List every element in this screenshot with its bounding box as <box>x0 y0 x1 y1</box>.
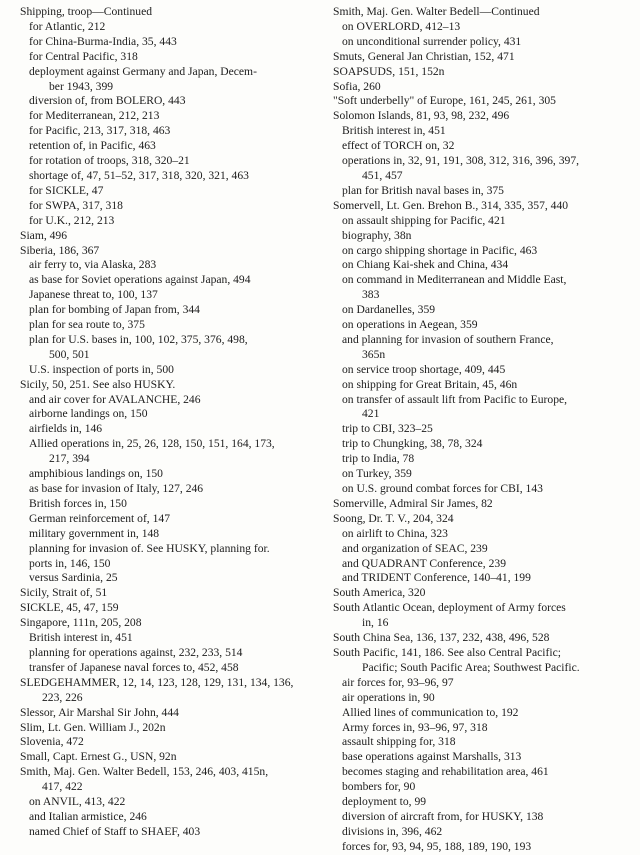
index-entry: German reinforcement of, 147 <box>29 511 170 525</box>
index-entry: airfields in, 146 <box>29 422 103 436</box>
index-entry: Pacific; South Pacific Area; Southwest Pacific. <box>362 660 580 674</box>
index-column-right <box>333 5 633 855</box>
index-entry: Allied lines of communication to, 192 <box>342 705 519 719</box>
index-entry: and Italian armistice, 246 <box>29 809 147 823</box>
index-entry: in, 16 <box>362 616 389 630</box>
index-entry: and TRIDENT Conference, 140–41, 199 <box>342 571 531 585</box>
index-entry: on unconditional surrender policy, 431 <box>342 34 522 48</box>
index-entry: plan for bombing of Japan from, 344 <box>29 303 200 317</box>
index-entry: operations in, 32, 91, 191, 308, 312, 316, 396, 397, <box>342 154 580 168</box>
index-entry: for SICKLE, 47 <box>29 183 104 197</box>
index-entry: 421 <box>362 407 380 421</box>
index-entry: for Mediterranean, 212, 213 <box>29 109 160 123</box>
index-entry: and QUADRANT Conference, 239 <box>342 556 506 570</box>
index-entry: South Pacific, 141, 186. See also Central Pacific; <box>333 645 561 659</box>
index-entry: military government in, 148 <box>29 526 160 540</box>
index-entry: Solomon Islands, 81, 93, 98, 232, 496 <box>333 109 510 123</box>
index-entry: 500, 501 <box>49 347 90 361</box>
index-entry: Slessor, Air Marshal Sir John, 444 <box>20 705 179 719</box>
index-entry: Sicily, Strait of, 51 <box>20 586 108 600</box>
index-entry: SOAPSUDS, 151, 152n <box>333 64 445 78</box>
index-entry: Siberia, 186, 367 <box>20 243 100 257</box>
index-column-left <box>20 5 322 840</box>
index-entry: diversion of aircraft from, for HUSKY, 138 <box>342 809 544 823</box>
index-entry: Japanese threat to, 100, 137 <box>29 288 158 302</box>
index-entry: air operations in, 90 <box>342 690 435 704</box>
index-entry: deployment against Germany and Japan, Decem- <box>29 64 257 78</box>
index-entry: as base for Soviet operations against Japan, 494 <box>29 273 251 287</box>
index-entry: plan for sea route to, 375 <box>29 318 145 332</box>
index-entry: for Atlantic, 212 <box>29 19 106 33</box>
index-entry: on Dardanelles, 359 <box>342 303 436 317</box>
index-entry: British forces in, 150 <box>29 496 127 510</box>
index-entry: British interest in, 451 <box>342 124 446 138</box>
index-entry: Somerville, Admiral Sir James, 82 <box>333 496 493 510</box>
index-entry: air forces for, 93–96, 97 <box>342 675 454 689</box>
index-entry: 417, 422 <box>42 780 83 794</box>
index-entry: Smith, Maj. Gen. Walter Bedell—Continued <box>333 5 540 18</box>
index-entry: Smuts, General Jan Christian, 152, 471 <box>333 49 515 63</box>
index-entry: for China-Burma-India, 35, 443 <box>29 34 177 48</box>
index-entry: deployment to, 99 <box>342 795 427 809</box>
index-entry: assault shipping for, 318 <box>342 735 456 749</box>
index-entry: SLEDGEHAMMER, 12, 14, 123, 128, 129, 131, 134, 136, <box>20 675 294 689</box>
index-entry: shortage of, 47, 51–52, 317, 318, 320, 321, 463 <box>29 168 249 182</box>
index-entry: becomes staging and rehabilitation area, 461 <box>342 765 549 779</box>
index-entry: for Central Pacific, 318 <box>29 49 138 63</box>
index-entry: trip to CBI, 323–25 <box>342 422 433 436</box>
index-entry: for Pacific, 213, 317, 318, 463 <box>29 124 171 138</box>
index-entry: versus Sardinia, 25 <box>29 571 118 585</box>
index-entry: 451, 457 <box>362 168 403 182</box>
index-entry: 217, 394 <box>49 452 90 466</box>
index-entry: as base for invasion of Italy, 127, 246 <box>29 482 204 495</box>
index-entry: Sofia, 260 <box>333 79 381 93</box>
index-entry: on operations in Aegean, 359 <box>342 318 478 332</box>
index-entry: 365n <box>362 347 386 361</box>
index-entry: on U.S. ground combat forces for CBI, 143 <box>342 482 543 495</box>
index-entry: for SWPA, 317, 318 <box>29 198 123 212</box>
index-entry: on ANVIL, 413, 422 <box>29 795 126 809</box>
index-entry: effect of TORCH on, 32 <box>342 139 455 153</box>
index-entry: Smith, Maj. Gen. Walter Bedell, 153, 246, 403, 415n, <box>20 765 269 779</box>
index-entry: Singapore, 111n, 205, 208 <box>20 616 142 630</box>
index-entry: air ferry to, via Alaska, 283 <box>29 258 157 272</box>
index-entry: Slim, Lt. Gen. William J., 202n <box>20 720 166 734</box>
index-entry: divisions in, 396, 462 <box>342 824 443 838</box>
index-entry: retention of, in Pacific, 463 <box>29 139 156 153</box>
index-entry: trip to India, 78 <box>342 452 415 466</box>
index-entry: planning for invasion of. See HUSKY, planning for. <box>29 541 270 555</box>
index-entry: 383 <box>362 288 380 302</box>
index-entry: Slovenia, 472 <box>20 735 84 749</box>
index-entry: diversion of, from BOLERO, 443 <box>29 94 186 108</box>
index-entry: plan for British naval bases in, 375 <box>342 183 504 197</box>
index-entry: airborne landings on, 150 <box>29 407 148 421</box>
index-entry: Shipping, troop—Continued <box>20 5 153 18</box>
index-entry: on service troop shortage, 409, 445 <box>342 362 506 376</box>
index-entry: Small, Capt. Ernest G., USN, 92n <box>20 750 177 764</box>
index-entry: on OVERLORD, 412–13 <box>342 19 461 33</box>
index-entry: trip to Chungking, 38, 78, 324 <box>342 437 483 451</box>
index-entry: forces for, 93, 94, 95, 188, 189, 190, 193 <box>342 839 532 853</box>
index-entry: base operations against Marshalls, 313 <box>342 750 522 764</box>
index-entry: ber 1943, 399 <box>49 79 114 93</box>
index-entry: Somervell, Lt. Gen. Brehon B., 314, 335, 357, 440 <box>333 198 569 212</box>
index-entry: planning for operations against, 232, 233, 514 <box>29 645 243 659</box>
index-entry: named Chief of Staff to SHAEF, 403 <box>29 824 201 838</box>
index-entry: and organization of SEAC, 239 <box>342 541 488 555</box>
index-entry: on Chiang Kai-shek and China, 434 <box>342 258 509 272</box>
index-entry: on command in Mediterranean and Middle East, <box>342 273 567 287</box>
index-entry: amphibious landings on, 150 <box>29 467 163 481</box>
index-entry: SICKLE, 45, 47, 159 <box>20 601 119 615</box>
index-entry: bombers for, 90 <box>342 780 416 794</box>
index-entry: on Turkey, 359 <box>342 467 412 481</box>
index-entry: for rotation of troops, 318, 320–21 <box>29 154 190 168</box>
index-entry: Allied operations in, 25, 26, 128, 150, 151, 164, 173, <box>29 437 275 451</box>
index-entry: for U.K., 212, 213 <box>29 213 115 227</box>
index-entry: South America, 320 <box>333 586 426 600</box>
index-entry: biography, 38n <box>342 228 412 242</box>
index-entry: on shipping for Great Britain, 45, 46n <box>342 377 518 391</box>
index-entry: South China Sea, 136, 137, 232, 438, 496, 528 <box>333 631 550 645</box>
index-entry: Soong, Dr. T. V., 204, 324 <box>333 511 454 525</box>
index-entry: "Soft underbelly" of Europe, 161, 245, 261, 305 <box>333 94 556 108</box>
index-entry: and planning for invasion of southern France, <box>342 332 554 346</box>
index-entry: on transfer of assault lift from Pacific to Europe, <box>342 392 568 406</box>
index-entry: Siam, 496 <box>20 228 68 242</box>
index-entry: 223, 226 <box>42 690 83 704</box>
index-entry: on cargo shipping shortage in Pacific, 463 <box>342 243 538 257</box>
index-entry: U.S. inspection of ports in, 500 <box>29 362 174 376</box>
index-entry: on assault shipping for Pacific, 421 <box>342 213 506 227</box>
index-entry: Army forces in, 93–96, 97, 318 <box>342 720 488 734</box>
index-entry: Sicily, 50, 251. See also HUSKY. <box>20 377 176 391</box>
index-entry: on airlift to China, 323 <box>342 526 448 540</box>
index-entry: British interest in, 451 <box>29 631 133 645</box>
index-entry: South Atlantic Ocean, deployment of Army forces <box>333 601 566 615</box>
index-entry: plan for U.S. bases in, 100, 102, 375, 376, 498, <box>29 332 248 346</box>
index-entry: transfer of Japanese naval forces to, 452, 458 <box>29 660 239 674</box>
index-entry: ports in, 146, 150 <box>29 556 111 570</box>
index-entry: and air cover for AVALANCHE, 246 <box>29 392 201 406</box>
